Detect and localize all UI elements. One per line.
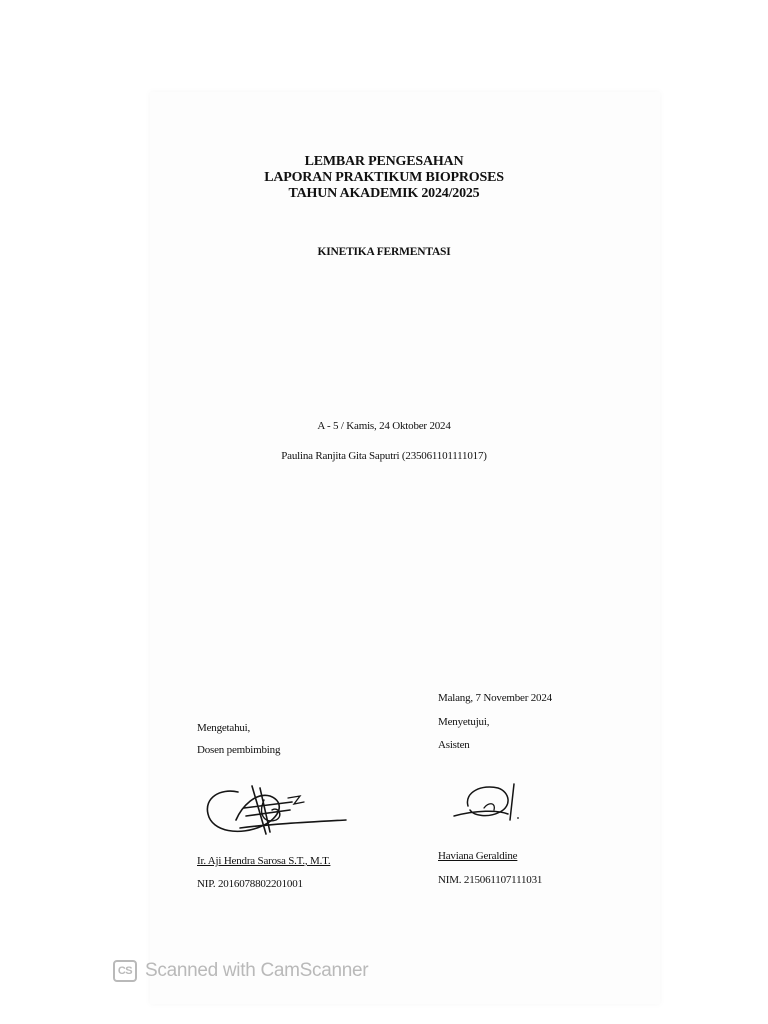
approval-label: Menyetujui,: [438, 716, 490, 728]
camscanner-logo-icon: CS: [113, 960, 137, 982]
document-page: [150, 92, 660, 1004]
document-title: [0, 154, 768, 202]
assistant-id: NIM. 215061107111031: [438, 874, 543, 886]
title-line-3: TAHUN AKADEMIK 2024/2025: [288, 186, 480, 201]
supervisor-id: NIP. 2016078802201001: [197, 878, 303, 890]
supervisor-name: Ir. Aji Hendra Sarosa S.T., M.T.: [197, 855, 331, 867]
acknowledgement-label: Mengetahui,: [197, 722, 251, 734]
assistant-label: Asisten: [438, 739, 470, 751]
assistant-signature: [448, 780, 528, 824]
assistant-name: Haviana Geraldine: [438, 850, 518, 862]
watermark-text: Scanned with CamScanner: [145, 960, 369, 981]
session-info: A - 5 / Kamis, 24 Oktober 2024: [317, 420, 451, 432]
camscanner-watermark: [113, 958, 368, 984]
title-line-2: LAPORAN PRAKTIKUM BIOPROSES: [264, 170, 504, 185]
supervisor-label: Dosen pembimbing: [197, 744, 281, 756]
title-line-1: LEMBAR PENGESAHAN: [304, 154, 464, 169]
student-info: Paulina Ranjita Gita Saputri (235061101111017): [281, 450, 487, 462]
report-subject: KINETIKA FERMENTASI: [317, 246, 451, 258]
supervisor-signature: [200, 780, 350, 842]
place-date: Malang, 7 November 2024: [438, 692, 552, 704]
